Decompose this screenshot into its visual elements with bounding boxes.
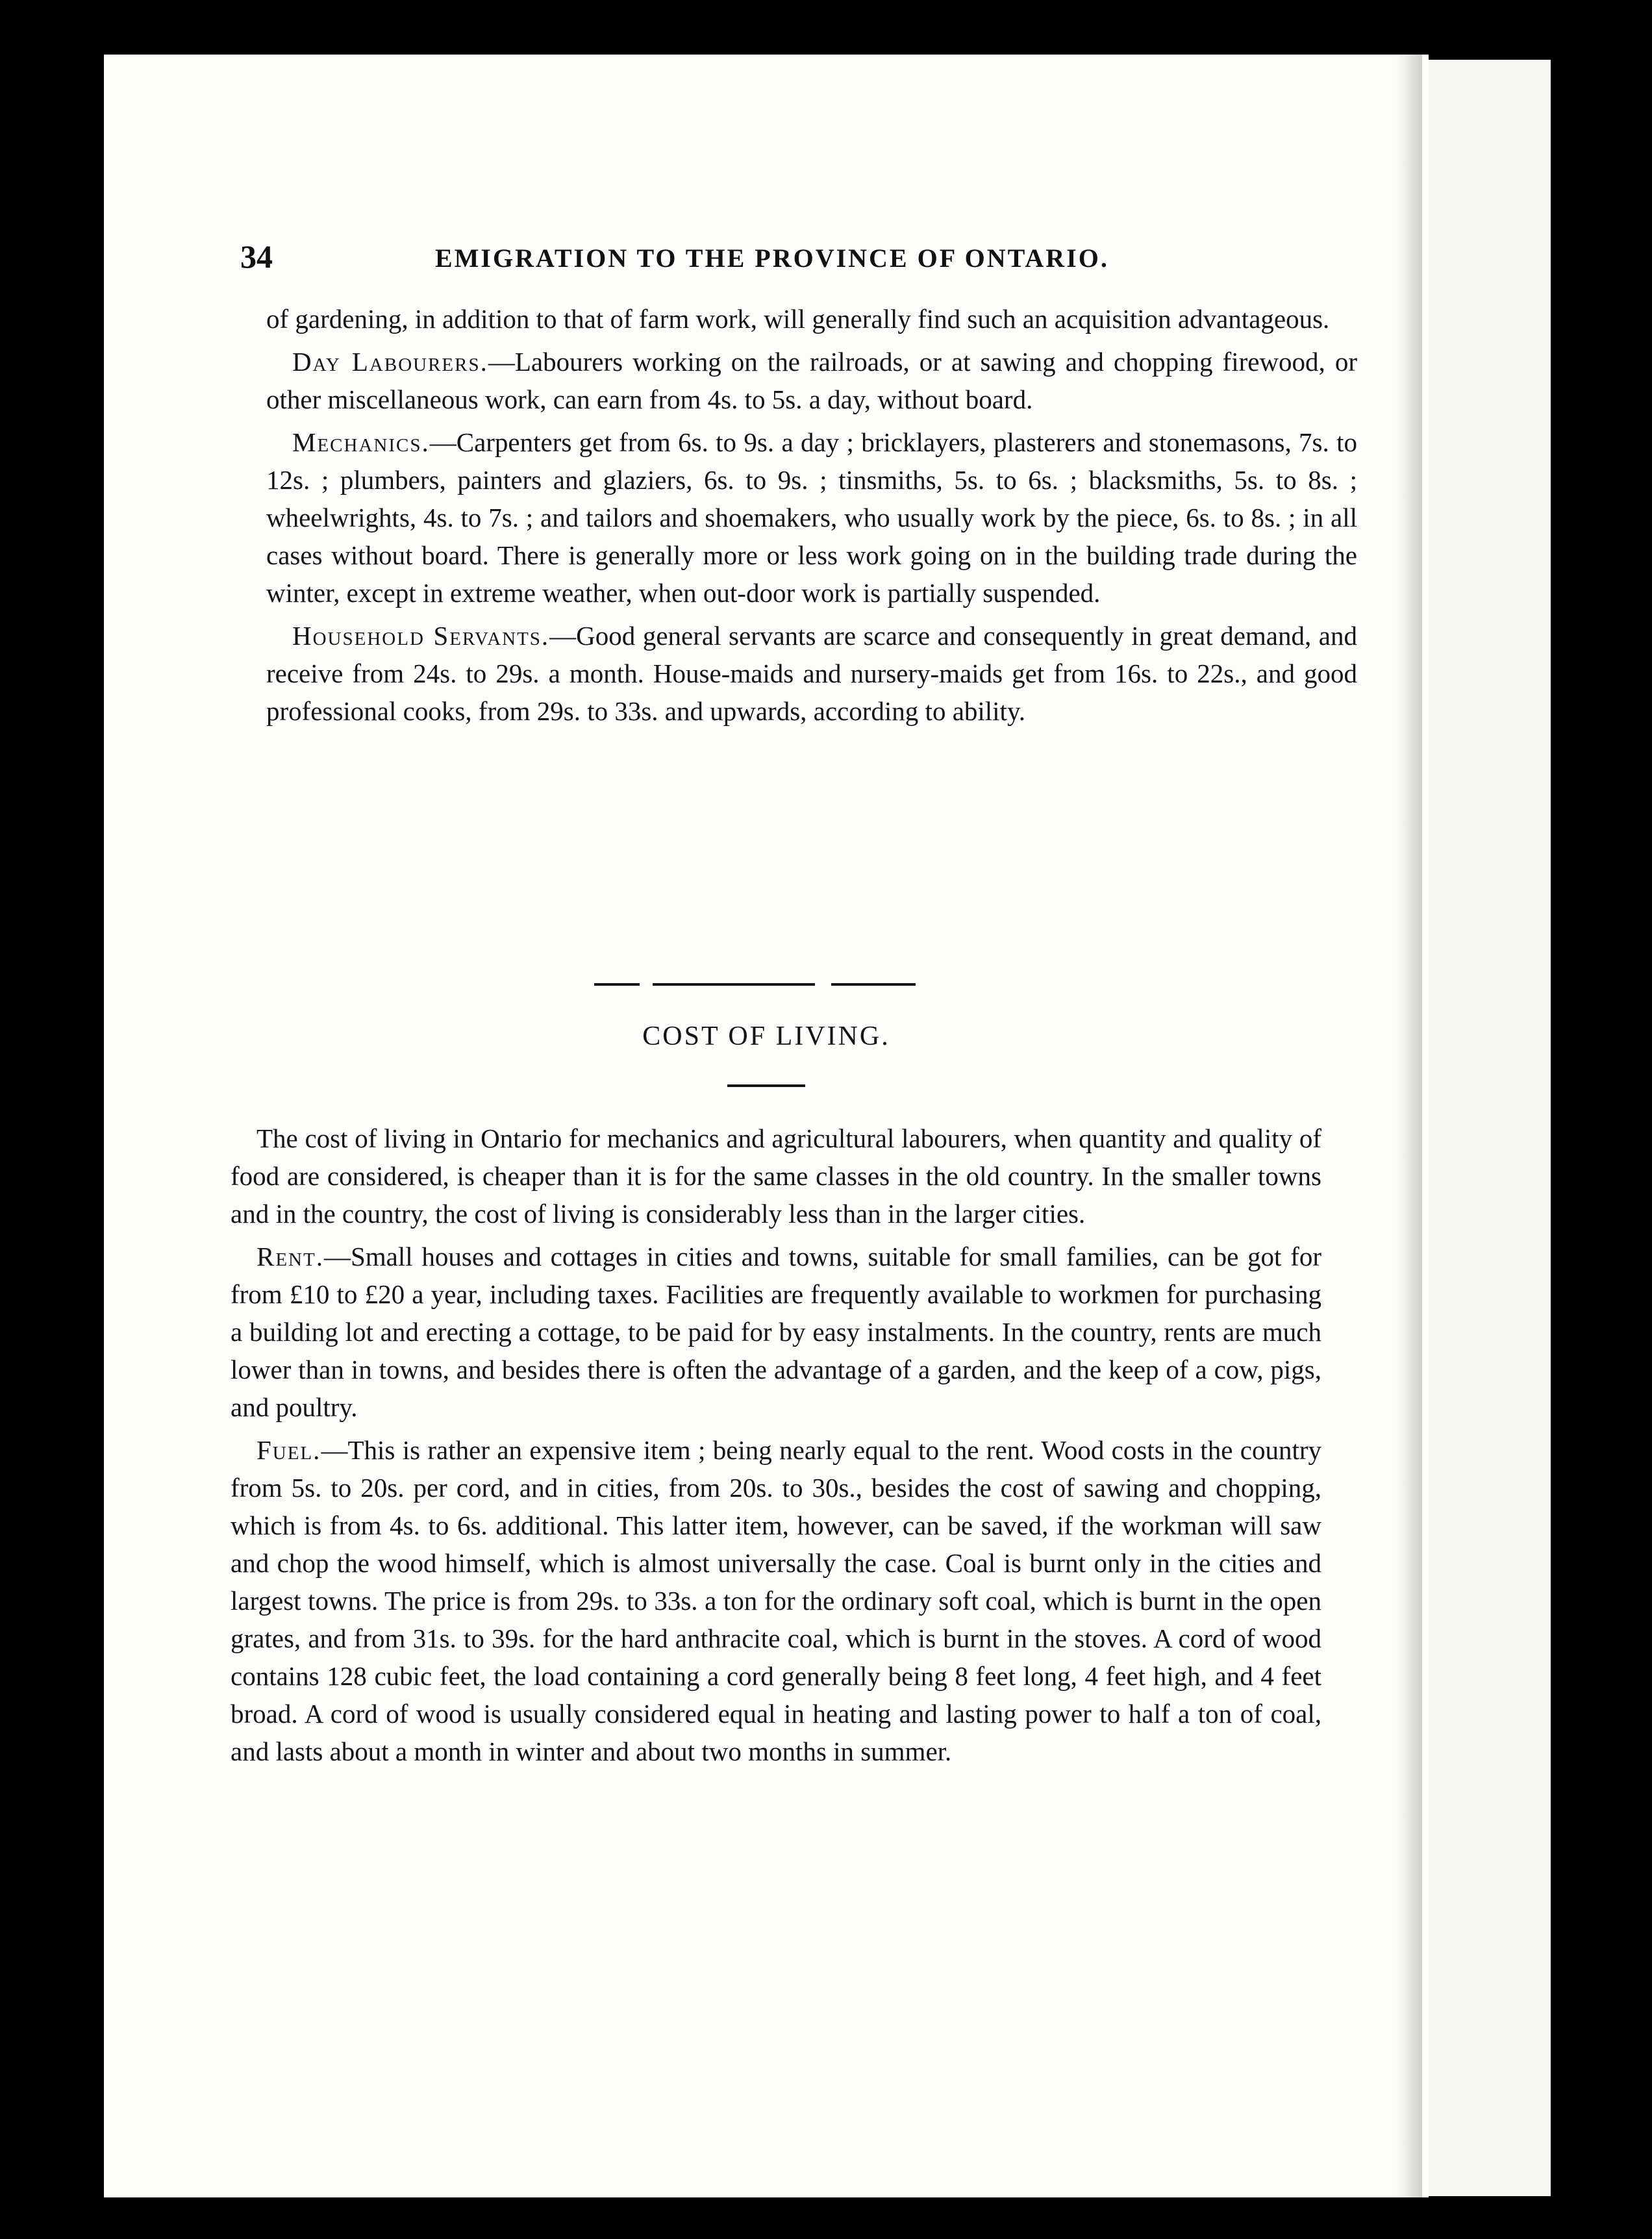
book-page	[104, 55, 1429, 2197]
paragraph-body: —Labourers working on the railroads, or at sawing and chopping firewood, or other miscellaneous work, can earn from 4s. to 5s. a day, without board.	[266, 347, 1358, 414]
running-head	[240, 238, 1357, 290]
paragraph-heading: Household Servants.	[292, 621, 550, 651]
paragraph-heading: Day Labourers.	[292, 347, 488, 377]
paragraph-body: —Carpenters get from 6s. to 9s. a day ; bricklayers, plasterers and stonemasons, 7s. to 12s. ; plumbers, painters and glaziers, 6s. to 9s. ; tinsmiths, 5s. to 6s. ; blacksmiths, 5s. to 8s. ; wheelwrights, 4s. to 7s. ; and tailors and shoemakers, who usually work by the piece, 6s. to 8s. ; in all cases without board. There is generally more or less work going on in the building trade during the winter, except in extreme weather, when out-door work is partially suspended.	[266, 427, 1357, 608]
paragraph-household-servants	[266, 617, 1357, 730]
facing-page-edge	[1414, 60, 1551, 2196]
paragraph-body: —Small houses and cottages in cities and towns, suitable for small families, can be got for from £10 to £20 a year, including taxes. Facilities are frequently available to workmen for purchasing a building lot and erecting a cottage, to be paid for by easy instalments. In the country, rents are much lower than in towns, and besides there is often the advantage of a garden, and the keep of a cow, pigs, and poultry.	[231, 1242, 1321, 1422]
page-number: 34	[240, 238, 273, 275]
running-title: EMIGRATION TO THE PROVINCE OF ONTARIO.	[435, 244, 1109, 273]
paragraph-mechanics	[266, 423, 1357, 612]
paragraph-rent	[231, 1238, 1321, 1426]
paragraph-fuel	[231, 1431, 1321, 1770]
separator-dash	[594, 983, 640, 986]
paragraph-body: —This is rather an expensive item ; being nearly equal to the rent. Wood costs in the country from 5s. to 20s. per cord, and in cities, from 20s. to 30s., besides the cost of sawing and chopping, which is from 4s. to 6s. additional. This latter item, however, can be saved, if the workman will saw and chop the wood himself, which is almost universally the case. Coal is burnt only in the cities and largest towns. The price is from 29s. to 33s. a ton for the ordinary soft coal, which is burnt in the open grates, and from 31s. to 39s. for the hard anthracite coal, which is burnt in the stoves. A cord of wood contains 128 cubic feet, the load containing a cord generally being 8 feet long, 4 feet high, and 4 feet broad. A cord of wood is usually considered equal in heating and lasting power to half a ton of coal, and lasts about a month in winter and about two months in summer.	[231, 1435, 1321, 1766]
continuation-paragraph: of gardening, in addition to that of farm work, will generally find such an acquisition advantageous.	[266, 304, 1330, 334]
lower-text	[231, 1120, 1321, 1775]
section-intro-paragraph: The cost of living in Ontario for mechanics and agricultural labourers, when quantity and quality of food are considered, is cheaper than it is for the same classes in the old country. In the smaller towns and in the country, the cost of living is considerably less than in the larger cities.	[231, 1123, 1321, 1229]
paragraph-day-labourers	[266, 343, 1357, 418]
section-title: COST OF LIVING.	[642, 1021, 890, 1051]
separator-dash	[831, 983, 916, 986]
separator-rule	[653, 983, 815, 986]
paragraph-heading: Mechanics.	[292, 427, 430, 457]
upper-text	[266, 300, 1357, 735]
paragraph-heading: Fuel.	[257, 1435, 321, 1465]
title-underline	[727, 1084, 805, 1087]
paragraph-heading: Rent.	[257, 1242, 324, 1271]
paragraph-body: —Good general servants are scarce and consequently in great demand, and receive from 24s. to 29s. a month. House-maids and nursery-maids get from 16s. to 22s., and good professional cooks, from 29s. to 33s. and upwards, according to ability.	[266, 621, 1357, 726]
gutter-shadow	[1396, 55, 1422, 2197]
